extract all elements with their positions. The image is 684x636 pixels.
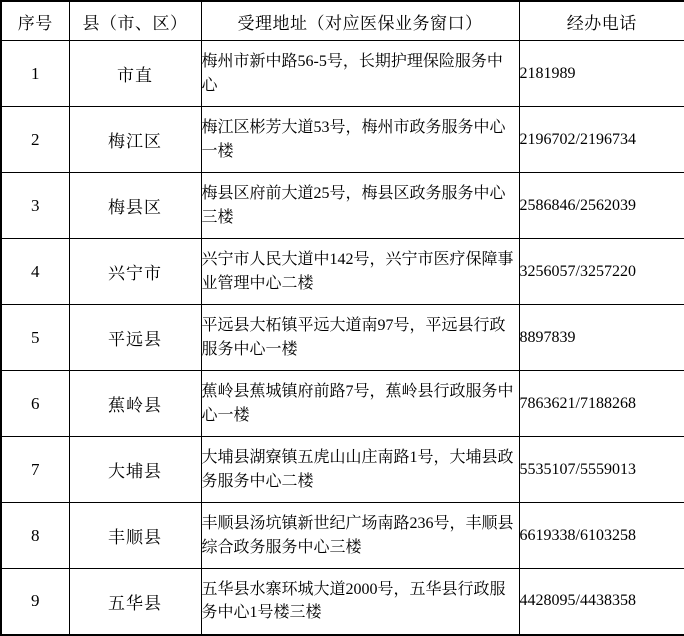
table-row <box>1 305 684 371</box>
table-row <box>1 107 684 173</box>
cell-phone: 5535107/5559013 <box>519 437 684 503</box>
cell-address: 梅县区府前大道25号，梅县区政务服务中心三楼 <box>201 173 519 239</box>
table-row <box>1 437 684 503</box>
column-header-phone: 经办电话 <box>519 1 684 41</box>
table-header-row <box>1 1 684 41</box>
cell-region: 蕉岭县 <box>69 371 201 437</box>
cell-address: 丰顺县汤坑镇新世纪广场南路236号，丰顺县综合政务服务中心三楼 <box>201 503 519 569</box>
cell-region: 梅江区 <box>69 107 201 173</box>
table-row <box>1 503 684 569</box>
cell-phone: 2196702/2196734 <box>519 107 684 173</box>
table-row <box>1 41 684 107</box>
cell-phone: 6619338/6103258 <box>519 503 684 569</box>
cell-index: 1 <box>1 41 69 107</box>
table-row <box>1 239 684 305</box>
table-row <box>1 371 684 437</box>
column-header-index: 序号 <box>1 1 69 41</box>
cell-phone: 8897839 <box>519 305 684 371</box>
cell-address: 平远县大柘镇平远大道南97号，平远县行政服务中心一楼 <box>201 305 519 371</box>
cell-phone: 2181989 <box>519 41 684 107</box>
cell-region: 大埔县 <box>69 437 201 503</box>
column-header-address: 受理地址（对应医保业务窗口） <box>201 1 519 41</box>
cell-address: 梅江区彬芳大道53号，梅州市政务服务中心一楼 <box>201 107 519 173</box>
cell-region: 丰顺县 <box>69 503 201 569</box>
cell-address: 梅州市新中路56-5号，长期护理保险服务中心 <box>201 41 519 107</box>
cell-index: 7 <box>1 437 69 503</box>
cell-index: 2 <box>1 107 69 173</box>
cell-region: 平远县 <box>69 305 201 371</box>
cell-phone: 7863621/7188268 <box>519 371 684 437</box>
cell-region: 五华县 <box>69 569 201 635</box>
cell-index: 9 <box>1 569 69 635</box>
cell-address: 五华县水寨环城大道2000号，五华县行政服务中心1号楼三楼 <box>201 569 519 635</box>
cell-address: 兴宁市人民大道中142号，兴宁市医疗保障事业管理中心二楼 <box>201 239 519 305</box>
table-row <box>1 173 684 239</box>
column-header-region: 县（市、区） <box>69 1 201 41</box>
cell-index: 6 <box>1 371 69 437</box>
table-header <box>1 1 684 41</box>
cell-address: 大埔县湖寮镇五虎山山庄南路1号，大埔县政务服务中心二楼 <box>201 437 519 503</box>
cell-phone: 3256057/3257220 <box>519 239 684 305</box>
cell-phone: 4428095/4438358 <box>519 569 684 635</box>
cell-index: 3 <box>1 173 69 239</box>
cell-region: 梅县区 <box>69 173 201 239</box>
table-body <box>1 41 684 635</box>
cell-index: 5 <box>1 305 69 371</box>
cell-address: 蕉岭县蕉城镇府前路7号，蕉岭县行政服务中心一楼 <box>201 371 519 437</box>
cell-index: 4 <box>1 239 69 305</box>
cell-index: 8 <box>1 503 69 569</box>
table-row <box>1 569 684 635</box>
cell-phone: 2586846/2562039 <box>519 173 684 239</box>
cell-region: 市直 <box>69 41 201 107</box>
cell-region: 兴宁市 <box>69 239 201 305</box>
